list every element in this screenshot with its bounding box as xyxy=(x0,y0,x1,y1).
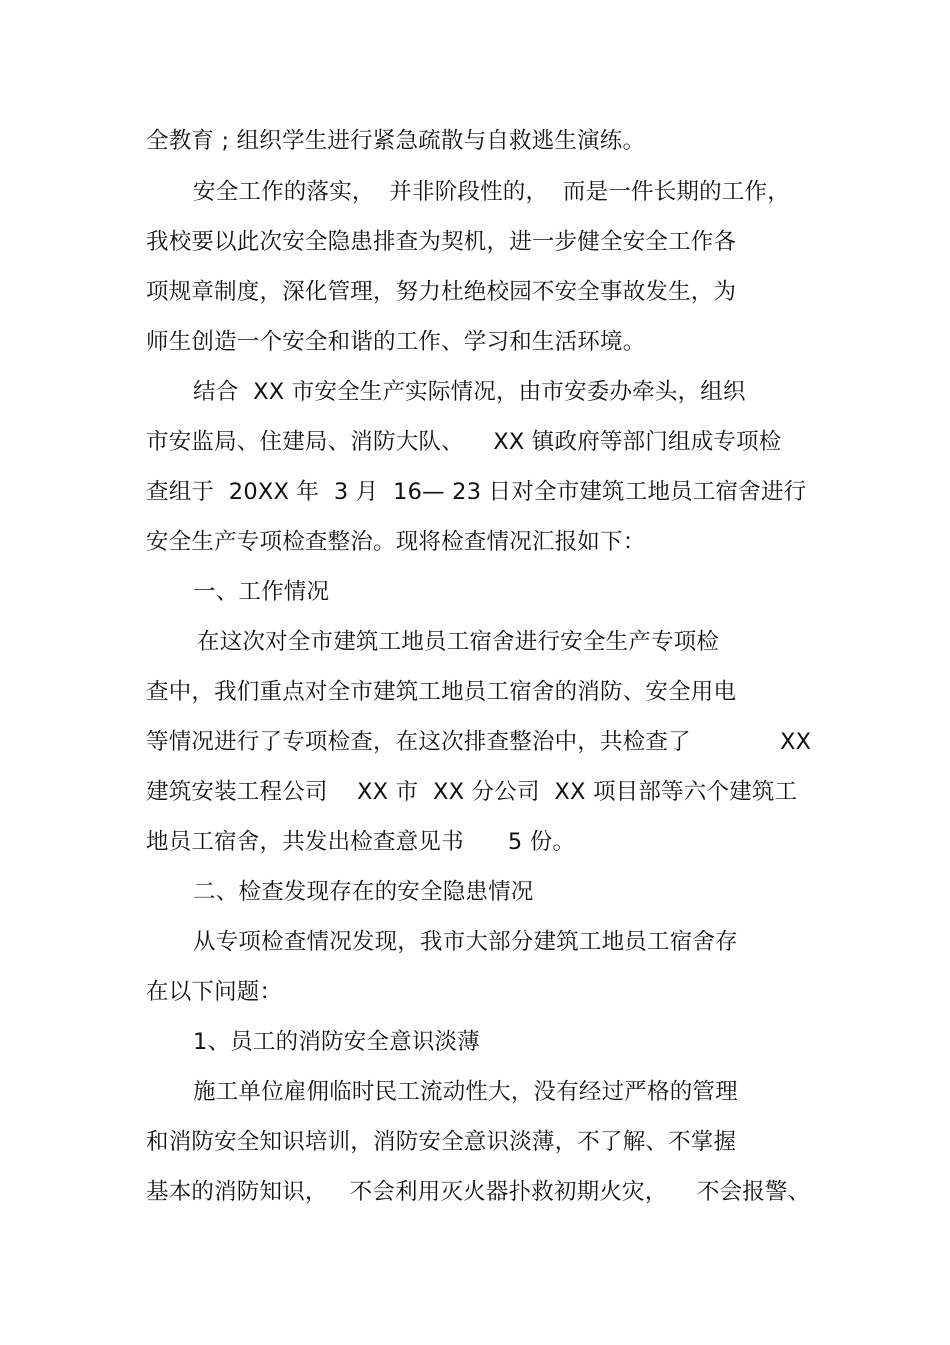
text-line: 我校要以此次安全隐患排查为契机，进一步健全安全工作各 xyxy=(146,229,737,255)
subsection-heading: 1、员工的消防安全意识淡薄 xyxy=(193,1029,480,1055)
text-line: 安全工作的落实， 并非阶段性的， 而是一件长期的工作， xyxy=(193,179,790,205)
section-heading: 一、工作情况 xyxy=(193,579,330,605)
text-line: 项规章制度，深化管理，努力杜绝校园不安全事故发生，为 xyxy=(146,279,737,305)
text-line: XX xyxy=(780,729,812,755)
text-line: 建筑安装工程公司 XX 市 XX 分公司 XX 项目部等六个建筑工 xyxy=(146,779,798,805)
text-line: 在以下问题： xyxy=(146,979,283,1005)
text-line: 结合 XX 市安全生产实际情况，由市安委办牵头，组织 xyxy=(193,379,746,405)
text-line: 安全生产专项检查整治。现将检查情况汇报如下： xyxy=(146,529,646,555)
text-line: 地员工宿舍，共发出检查意见书 5 份。 xyxy=(146,829,576,855)
text-line: 全教育 ; 组织学生进行紧急疏散与自救逃生演练。 xyxy=(146,128,646,154)
text-line: 查中，我们重点对全市建筑工地员工宿舍的消防、安全用电 xyxy=(146,679,737,705)
text-line: 施工单位雇佣临时民工流动性大，没有经过严格的管理 xyxy=(193,1079,738,1105)
text-line: 市安监局、住建局、消防大队、 XX 镇政府等部门组成专项检 xyxy=(146,429,782,455)
text-line: 等情况进行了专项检查，在这次排查整治中，共检查了 xyxy=(146,729,691,755)
text-line: 在这次对全市建筑工地员工宿舍进行安全生产专项检 xyxy=(197,629,720,655)
text-line: 师生创造一个安全和谐的工作、学习和生活环境。 xyxy=(146,329,646,355)
text-line: 从专项检查情况发现，我市大部分建筑工地员工宿舍存 xyxy=(193,929,738,955)
text-line: 基本的消防知识， 不会利用灭火器扑救初期火灾， 不会报警、 xyxy=(146,1179,811,1205)
section-heading: 二、检查发现存在的安全隐患情况 xyxy=(193,879,534,905)
text-line: 查组于 20XX 年 3 月 16— 23 日对全市建筑工地员工宿舍进行 xyxy=(146,479,807,505)
text-line: 和消防安全知识培训，消防安全意识淡薄，不了解、不掌握 xyxy=(146,1129,737,1155)
